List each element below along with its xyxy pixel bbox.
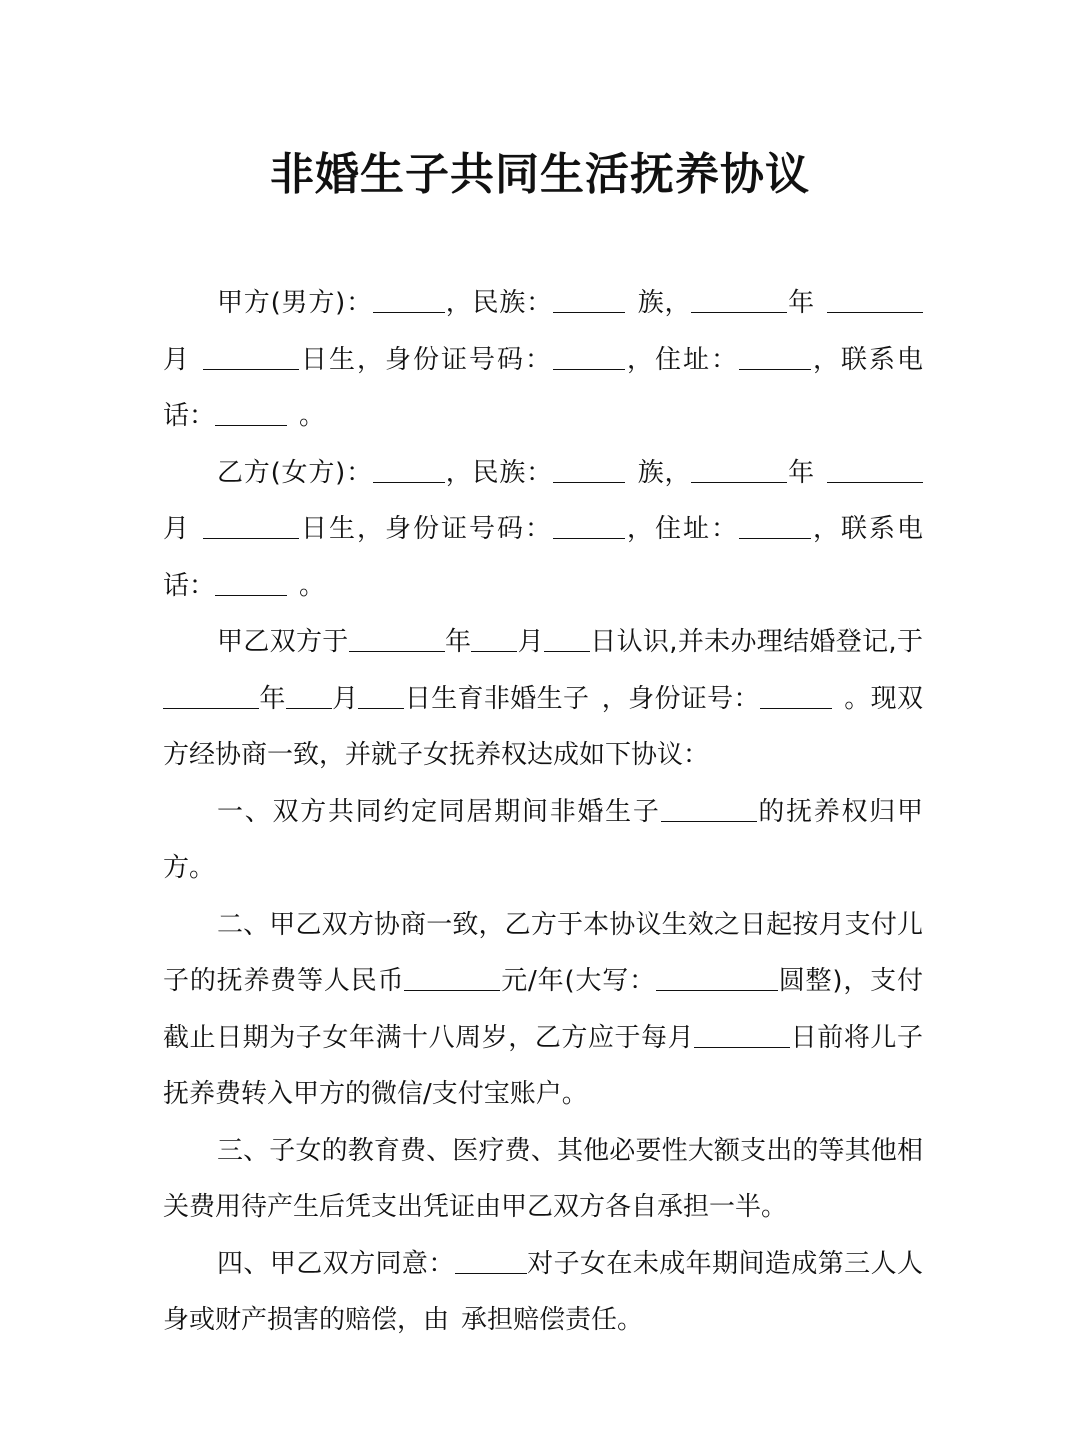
party-a-phone-label: ，联系电话： <box>163 344 923 431</box>
party-b-birth-year-blank <box>691 452 787 483</box>
clause-4-text-2: 对子女在未成年期间造成第三人人身或财产损害的赔偿，由 <box>163 1248 923 1335</box>
child-id-blank <box>760 678 832 709</box>
party-b-address-label: ，住址： <box>624 514 739 544</box>
party-b-birth-month-blank <box>827 452 923 483</box>
party-a-birth-month-blank <box>827 282 923 313</box>
preamble-year-label-2: 年 <box>259 683 286 714</box>
party-a-address-blank <box>739 339 811 370</box>
clause-3 <box>163 1123 923 1236</box>
party-a-end: 。 <box>299 401 326 431</box>
party-b-ethnicity-label: ，民族： <box>444 457 553 488</box>
party-a-paragraph <box>163 275 923 445</box>
clause-1-text-1: 一、双方共同约定同居期间非婚生子 <box>217 796 661 827</box>
party-b-month-label: 月 <box>163 514 191 544</box>
birth-year-blank <box>163 678 259 709</box>
party-b-address-blank <box>739 508 811 539</box>
preamble-month-label: 月 <box>517 627 544 657</box>
party-b-phone-blank <box>215 565 287 596</box>
preamble-month-label-2: 月 <box>331 683 359 714</box>
party-a-name-blank <box>373 282 445 313</box>
party-a-phone-blank <box>215 395 287 426</box>
clause-4 <box>163 1236 923 1349</box>
child-name-blank <box>661 791 757 822</box>
clause-3-text: 三、子女的教育费、医疗费、其他必要性大额支出的等其他相关费用待产生后凭支出凭证由甲乙双方各自承担一半。 <box>163 1135 923 1222</box>
clause-1-text-2: 的抚养权归甲方。 <box>163 796 923 883</box>
document-title: 非婚生子共同生活抚养协议 <box>270 149 810 200</box>
preamble-text-2: 日认识,并未办理结婚登记,于 <box>589 627 923 657</box>
party-b-id-blank <box>553 508 625 539</box>
party-a-ethnicity-blank <box>553 282 625 313</box>
support-amount-blank <box>404 960 500 991</box>
payment-day-blank <box>694 1017 790 1048</box>
preamble-text-4: 。现双方经协商一致，并就子女抚养权达成如下协议： <box>163 683 923 770</box>
clause-2-text-4: 日前将儿子抚养费转入甲方的微信/支付宝账户。 <box>163 1022 923 1109</box>
clause-1 <box>163 784 923 897</box>
preamble-text-1: 甲乙双方于 <box>217 627 349 657</box>
clause-4-text-3: 承担赔偿责任。 <box>461 1305 644 1335</box>
party-b-paragraph <box>163 445 923 615</box>
meet-year-blank <box>349 621 445 652</box>
party-b-name-blank <box>373 452 445 483</box>
party-b-id-label: 日生，身份证号码： <box>299 514 553 544</box>
party-b-phone-label: ，联系电话： <box>163 514 923 601</box>
party-a-month-label: 月 <box>163 344 191 375</box>
party-b-ethnicity-blank <box>553 452 625 483</box>
clause-4-text-1: 四、甲乙双方同意： <box>217 1248 455 1279</box>
preamble-paragraph <box>163 614 923 784</box>
party-b-label: 乙方(女方)： <box>217 457 373 488</box>
party-b-end: 。 <box>299 570 326 601</box>
support-amount-words-blank <box>656 960 778 991</box>
party-a-address-label: ，住址： <box>624 344 739 375</box>
clause-2-text-1: 二、甲乙双方协商一致，乙方于本协议生效之日起按月支付儿子的抚养费等人民币 <box>163 909 923 996</box>
clause-2-text-2: 元/年(大写： <box>500 966 656 996</box>
child-id-label: ，身份证号： <box>601 683 760 714</box>
party-b-year-label: 年 <box>787 457 815 488</box>
birth-month-blank <box>286 678 332 709</box>
party-a-year-label: 年 <box>787 288 815 318</box>
clause-2 <box>163 897 923 1123</box>
party-a-id-blank <box>553 339 625 370</box>
party-a-birth-year-blank <box>691 282 787 313</box>
party-a-ethnicity-suffix: 族， <box>636 288 692 318</box>
meet-month-blank <box>471 621 517 652</box>
party-b-birth-day-blank <box>203 508 299 539</box>
party-a-id-label: 日生，身份证号码： <box>299 344 553 375</box>
party-a-label: 甲方(男方)： <box>217 288 373 318</box>
document-body <box>163 275 923 1349</box>
birth-day-blank <box>358 678 404 709</box>
liable-party-blank <box>455 1243 527 1274</box>
meet-day-blank <box>544 621 590 652</box>
party-a-birth-day-blank <box>203 339 299 370</box>
clause-2-text-3: 圆整)，支付截止日期为子女年满十八周岁，乙方应于每月 <box>163 966 923 1053</box>
preamble-text-3: 日生育非婚生子 <box>404 683 590 714</box>
party-b-ethnicity-suffix: 族， <box>636 457 692 488</box>
preamble-year-label: 年 <box>444 627 472 657</box>
party-a-ethnicity-label: ，民族： <box>444 288 553 318</box>
